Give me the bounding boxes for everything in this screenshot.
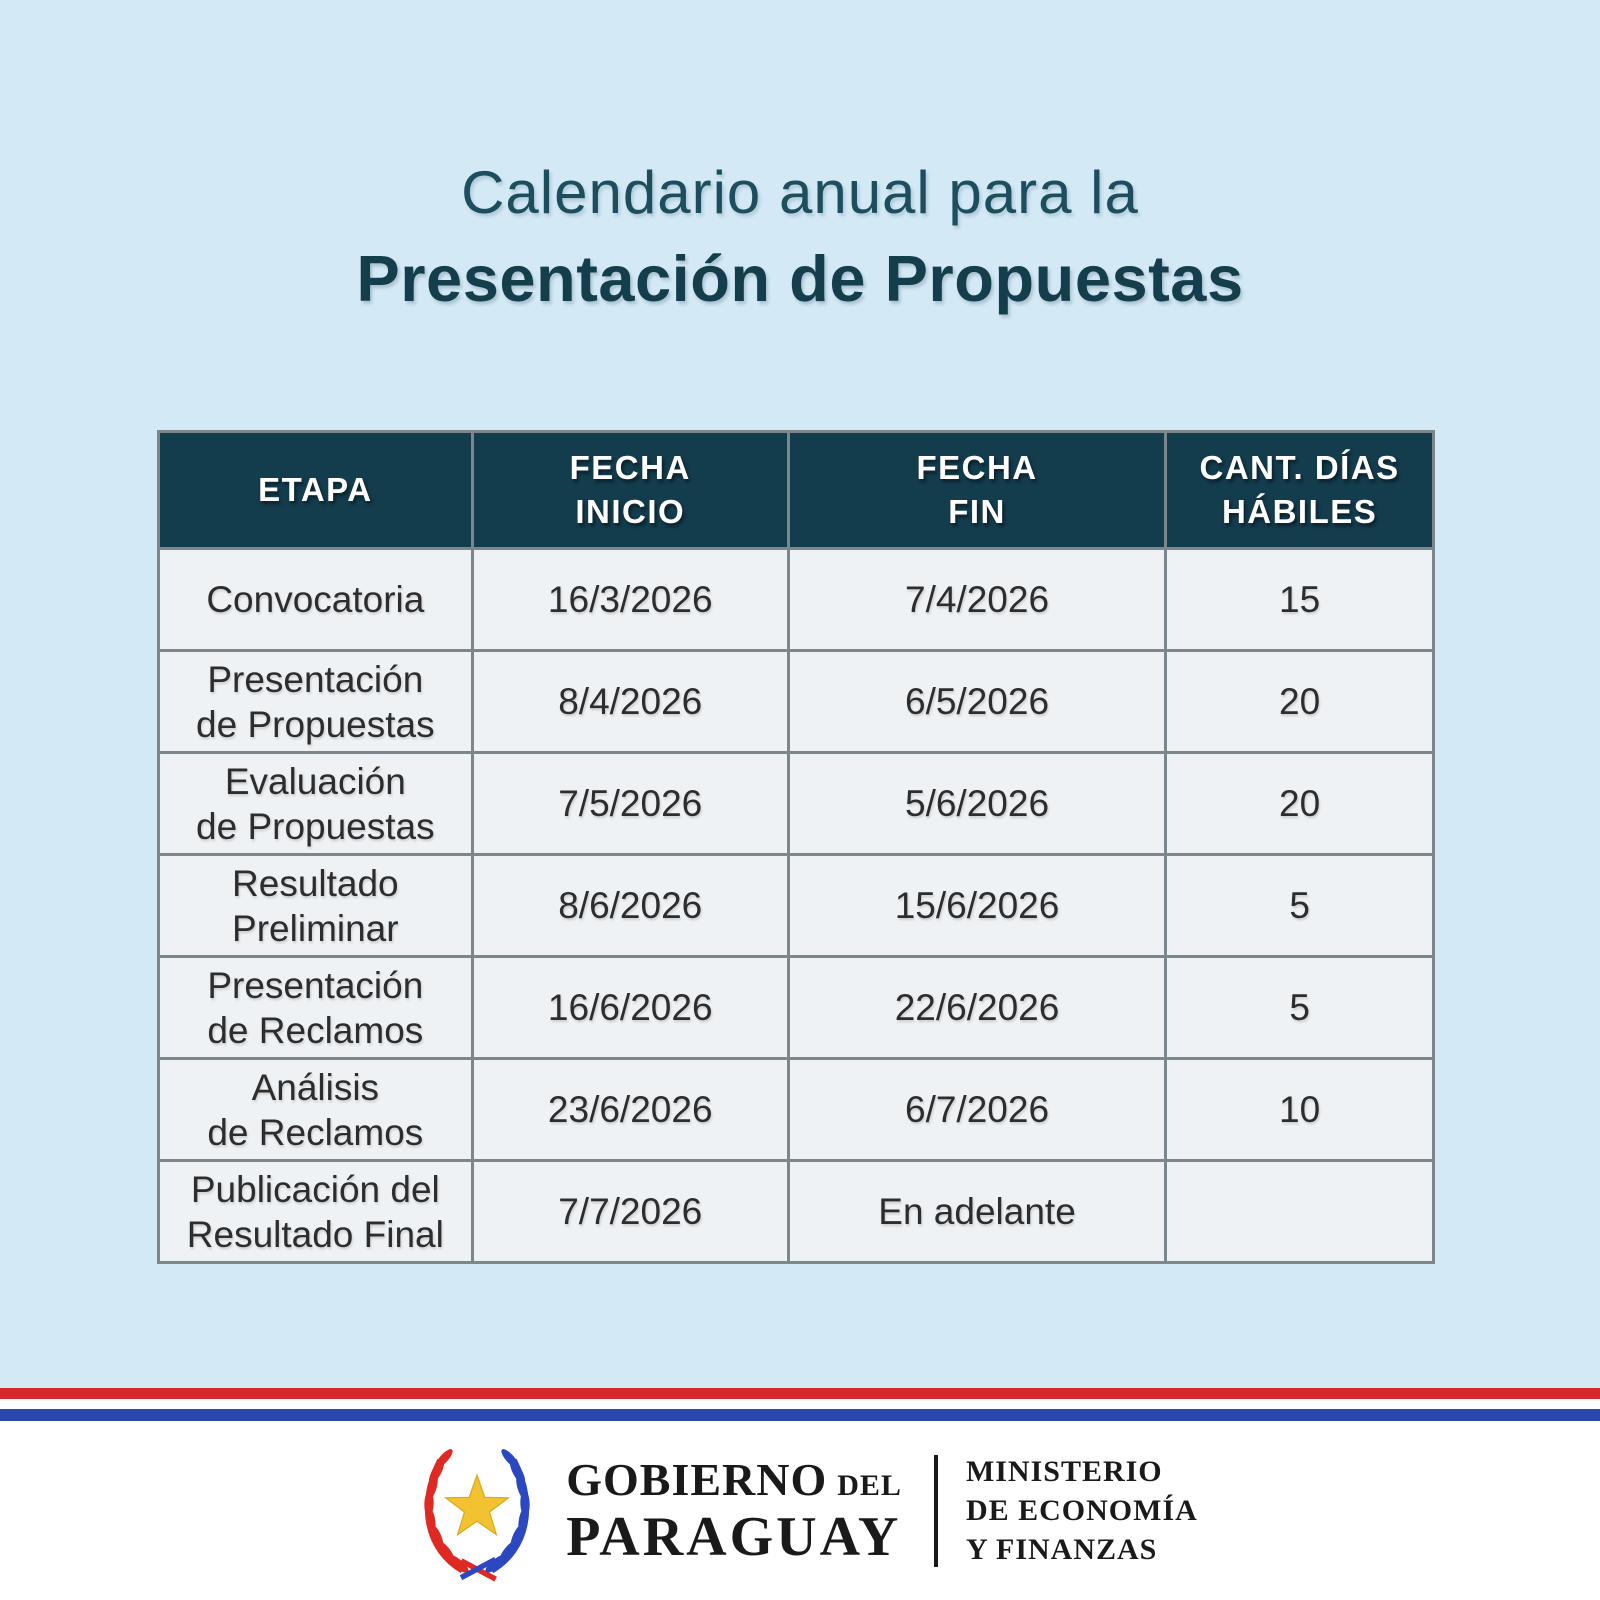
table-row — [159, 1059, 1434, 1161]
cell-fecha-fin: 5/6/2026 — [788, 753, 1165, 855]
cell-etapa — [159, 855, 473, 957]
cell-etapa — [159, 549, 473, 651]
ministry-line: MINISTERIO — [965, 1455, 1163, 1488]
etapa-label: Evaluación — [224, 760, 406, 802]
etapa-label: Análisis — [251, 1066, 380, 1108]
column-header-label: HÁBILES — [1221, 493, 1378, 530]
column-header-label: FECHA — [569, 449, 691, 486]
cell-fecha-fin: 7/4/2026 — [788, 549, 1165, 651]
table-header-row — [159, 432, 1434, 549]
column-header-label: CANT. DÍAS — [1199, 449, 1400, 486]
flag-stripe-white — [0, 1399, 1600, 1409]
cell-dias-habiles: 10 — [1166, 1059, 1434, 1161]
logo-divider — [934, 1455, 938, 1567]
table-row — [159, 855, 1434, 957]
cell-fecha-fin: En adelante — [788, 1161, 1165, 1263]
etapa-label: Publicación del — [190, 1168, 440, 1210]
etapa-label: Convocatoria — [206, 579, 425, 620]
page-title-line2: Presentación de Propuestas — [356, 242, 1244, 315]
cell-fecha-fin: 6/5/2026 — [788, 651, 1165, 753]
paraguay-wreath-star-icon — [402, 1436, 552, 1586]
column-header-label: FIN — [948, 493, 1006, 530]
cell-dias-habiles: 20 — [1166, 753, 1434, 855]
cell-dias-habiles: 5 — [1166, 855, 1434, 957]
page-title-line1: Calendario anual para la — [461, 159, 1139, 226]
etapa-label: Resultado Final — [186, 1213, 444, 1255]
column-header-fecha-inicio — [472, 432, 788, 549]
column-header-label: FECHA — [916, 449, 1038, 486]
cell-etapa — [159, 651, 473, 753]
ministry-line: Y FINANZAS — [965, 1533, 1158, 1566]
cell-fecha-fin: 6/7/2026 — [788, 1059, 1165, 1161]
cell-fecha-inicio: 7/7/2026 — [472, 1161, 788, 1263]
page-title — [0, 158, 1600, 316]
cell-fecha-inicio: 7/5/2026 — [472, 753, 788, 855]
gobierno-paraguay-wordmark — [566, 1453, 902, 1568]
etapa-label: de Propuestas — [196, 703, 435, 745]
cell-fecha-inicio: 23/6/2026 — [472, 1059, 788, 1161]
cell-fecha-inicio: 16/3/2026 — [472, 549, 788, 651]
flag-stripe-red — [0, 1388, 1600, 1399]
cell-fecha-inicio: 8/4/2026 — [472, 651, 788, 753]
government-logo — [402, 1436, 1198, 1586]
cell-fecha-fin: 22/6/2026 — [788, 957, 1165, 1059]
table-row — [159, 1161, 1434, 1263]
cell-etapa — [159, 1161, 473, 1263]
del-text: DEL — [837, 1468, 902, 1502]
cell-dias-habiles: 20 — [1166, 651, 1434, 753]
column-header-dias-habiles — [1166, 432, 1434, 549]
etapa-label: Presentación — [207, 964, 424, 1006]
table-row — [159, 549, 1434, 651]
cell-fecha-inicio: 8/6/2026 — [472, 855, 788, 957]
cell-etapa — [159, 753, 473, 855]
footer — [0, 1421, 1600, 1600]
cell-dias-habiles: 5 — [1166, 957, 1434, 1059]
paraguay-text: PARAGUAY — [566, 1505, 902, 1568]
etapa-label: de Reclamos — [207, 1009, 424, 1051]
star-icon — [446, 1475, 509, 1535]
table-row — [159, 651, 1434, 753]
ministry-line: DE ECONOMÍA — [965, 1494, 1198, 1527]
cell-dias-habiles: 15 — [1166, 549, 1434, 651]
cell-dias-habiles — [1166, 1161, 1434, 1263]
etapa-label: Preliminar — [232, 907, 399, 949]
cell-fecha-inicio: 16/6/2026 — [472, 957, 788, 1059]
etapa-label: de Reclamos — [207, 1111, 424, 1153]
etapa-label: Presentación — [207, 658, 424, 700]
flag-stripe-blue — [0, 1409, 1600, 1421]
gobierno-text: GOBIERNO — [566, 1453, 828, 1505]
cell-etapa — [159, 957, 473, 1059]
table-row — [159, 753, 1434, 855]
column-header-label: ETAPA — [258, 471, 373, 508]
cell-fecha-fin: 15/6/2026 — [788, 855, 1165, 957]
ministry-name — [966, 1452, 1198, 1569]
table-row — [159, 957, 1434, 1059]
column-header-etapa — [159, 432, 473, 549]
column-header-label: INICIO — [575, 493, 686, 530]
column-header-fecha-fin — [788, 432, 1165, 549]
calendar-table — [157, 430, 1435, 1264]
etapa-label: Resultado — [232, 862, 399, 904]
etapa-label: de Propuestas — [196, 805, 435, 847]
cell-etapa — [159, 1059, 473, 1161]
